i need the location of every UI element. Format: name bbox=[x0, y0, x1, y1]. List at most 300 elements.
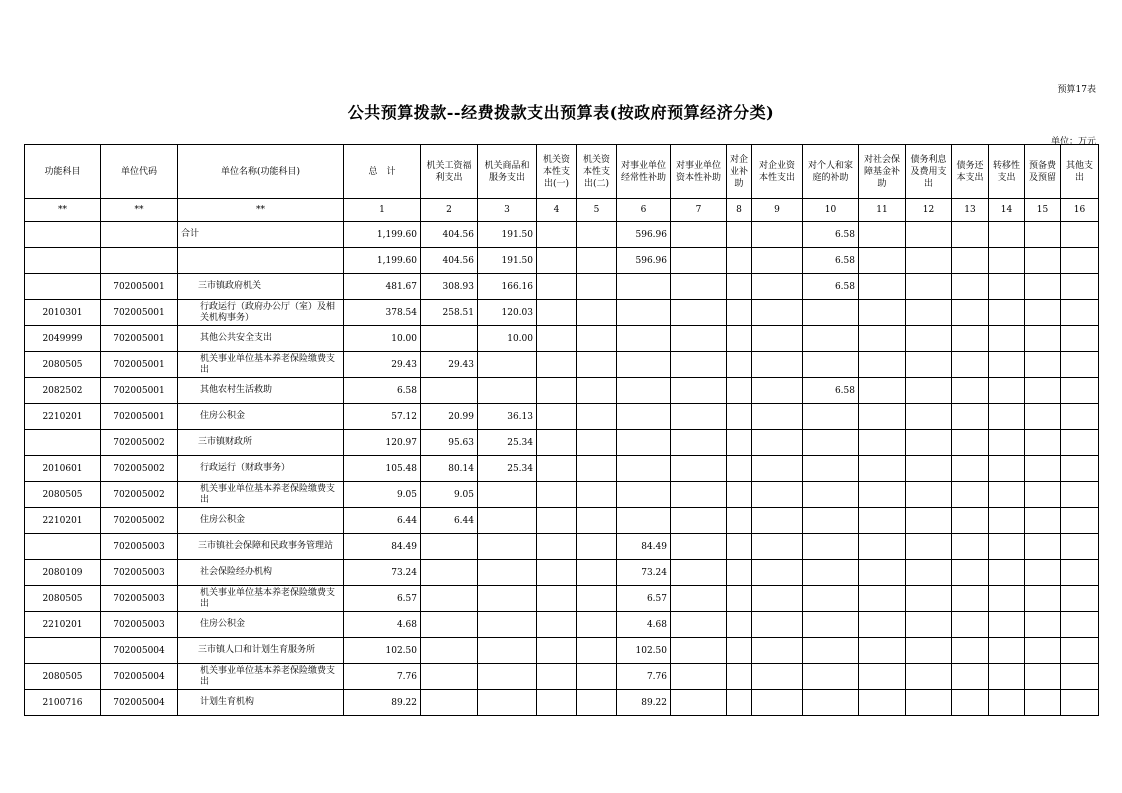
amount-cell bbox=[952, 664, 989, 690]
amount-cell bbox=[537, 638, 577, 664]
amount-cell bbox=[577, 430, 617, 456]
amount-cell bbox=[989, 326, 1025, 352]
amount-cell bbox=[803, 456, 859, 482]
amount-cell bbox=[859, 326, 906, 352]
amount-cell bbox=[989, 534, 1025, 560]
amount-cell bbox=[859, 222, 906, 248]
amount-cell bbox=[803, 664, 859, 690]
amount-cell bbox=[952, 638, 989, 664]
amount-cell bbox=[1025, 248, 1061, 274]
column-number: 8 bbox=[727, 199, 752, 222]
amount-cell bbox=[478, 534, 537, 560]
amount-cell bbox=[1025, 274, 1061, 300]
amount-cell bbox=[727, 482, 752, 508]
table-row bbox=[25, 248, 1099, 274]
column-header: 对企业资本性支出 bbox=[752, 145, 803, 199]
amount-cell bbox=[617, 430, 671, 456]
amount-cell: 102.50 bbox=[344, 638, 421, 664]
column-header: 对事业单位资本性补助 bbox=[671, 145, 727, 199]
amount-cell: 29.43 bbox=[421, 352, 478, 378]
amount-cell bbox=[727, 638, 752, 664]
amount-cell bbox=[421, 560, 478, 586]
amount-cell: 6.58 bbox=[803, 222, 859, 248]
amount-cell bbox=[989, 664, 1025, 690]
amount-cell bbox=[752, 248, 803, 274]
amount-cell bbox=[952, 404, 989, 430]
amount-cell: 7.76 bbox=[617, 664, 671, 690]
amount-cell bbox=[906, 690, 952, 716]
amount-cell bbox=[1061, 612, 1099, 638]
amount-cell bbox=[727, 274, 752, 300]
amount-cell bbox=[752, 300, 803, 326]
amount-cell bbox=[727, 352, 752, 378]
amount-cell bbox=[1025, 482, 1061, 508]
amount-cell bbox=[906, 404, 952, 430]
column-number: ** bbox=[25, 199, 101, 222]
column-header: 债务利息及费用支出 bbox=[906, 145, 952, 199]
amount-cell bbox=[577, 664, 617, 690]
amount-cell: 6.44 bbox=[421, 508, 478, 534]
amount-cell: 6.44 bbox=[344, 508, 421, 534]
amount-cell bbox=[727, 612, 752, 638]
function-code-cell: 2010301 bbox=[25, 300, 101, 326]
amount-cell bbox=[1061, 508, 1099, 534]
amount-cell: 10.00 bbox=[478, 326, 537, 352]
amount-cell bbox=[727, 586, 752, 612]
amount-cell bbox=[421, 638, 478, 664]
amount-cell: 6.58 bbox=[344, 378, 421, 404]
amount-cell bbox=[617, 274, 671, 300]
amount-cell bbox=[727, 326, 752, 352]
column-header: 总 计 bbox=[344, 145, 421, 199]
amount-cell: 6.57 bbox=[344, 586, 421, 612]
amount-cell bbox=[727, 560, 752, 586]
amount-cell bbox=[752, 586, 803, 612]
column-header: 机关商品和服务支出 bbox=[478, 145, 537, 199]
column-number: 16 bbox=[1061, 199, 1099, 222]
function-code-cell bbox=[25, 222, 101, 248]
table-header-row bbox=[25, 145, 1099, 199]
function-code-cell bbox=[25, 638, 101, 664]
amount-cell: 84.49 bbox=[344, 534, 421, 560]
amount-cell bbox=[421, 664, 478, 690]
amount-cell bbox=[859, 482, 906, 508]
amount-cell bbox=[803, 404, 859, 430]
amount-cell bbox=[577, 456, 617, 482]
amount-cell: 404.56 bbox=[421, 248, 478, 274]
amount-cell bbox=[1061, 690, 1099, 716]
amount-cell bbox=[671, 300, 727, 326]
amount-cell bbox=[478, 352, 537, 378]
column-header: 对企业补助 bbox=[727, 145, 752, 199]
amount-cell bbox=[752, 378, 803, 404]
amount-cell bbox=[989, 274, 1025, 300]
amount-cell bbox=[1061, 404, 1099, 430]
amount-cell bbox=[752, 404, 803, 430]
amount-cell bbox=[952, 456, 989, 482]
amount-cell bbox=[752, 222, 803, 248]
amount-cell bbox=[1061, 222, 1099, 248]
amount-cell bbox=[859, 274, 906, 300]
unit-name-cell: 其他公共安全支出 bbox=[178, 326, 344, 352]
amount-cell bbox=[906, 352, 952, 378]
unit-code-cell: 702005001 bbox=[101, 274, 178, 300]
amount-cell bbox=[752, 690, 803, 716]
unit-name-cell: 合计 bbox=[178, 222, 344, 248]
column-header: 转移性支出 bbox=[989, 145, 1025, 199]
amount-cell bbox=[478, 378, 537, 404]
unit-code-cell: 702005004 bbox=[101, 690, 178, 716]
amount-cell bbox=[577, 508, 617, 534]
unit-name-cell: 计划生育机构 bbox=[178, 690, 344, 716]
amount-cell bbox=[1025, 404, 1061, 430]
amount-cell bbox=[1025, 586, 1061, 612]
amount-cell bbox=[671, 690, 727, 716]
table-body bbox=[25, 222, 1099, 716]
table-row bbox=[25, 664, 1099, 690]
amount-cell bbox=[989, 482, 1025, 508]
amount-cell bbox=[989, 300, 1025, 326]
amount-cell bbox=[952, 612, 989, 638]
amount-cell bbox=[671, 638, 727, 664]
amount-cell bbox=[1025, 690, 1061, 716]
amount-cell bbox=[577, 560, 617, 586]
amount-cell bbox=[752, 638, 803, 664]
amount-cell bbox=[803, 560, 859, 586]
table-row bbox=[25, 326, 1099, 352]
amount-cell bbox=[478, 482, 537, 508]
table-row bbox=[25, 430, 1099, 456]
amount-cell bbox=[906, 274, 952, 300]
amount-cell: 73.24 bbox=[617, 560, 671, 586]
unit-code-cell: 702005003 bbox=[101, 560, 178, 586]
budget-table bbox=[24, 144, 1099, 716]
amount-cell bbox=[617, 326, 671, 352]
unit-code-cell: 702005003 bbox=[101, 612, 178, 638]
amount-cell bbox=[1025, 326, 1061, 352]
amount-cell bbox=[859, 586, 906, 612]
amount-cell bbox=[1061, 300, 1099, 326]
amount-cell bbox=[577, 612, 617, 638]
unit-code-cell: 702005001 bbox=[101, 404, 178, 430]
amount-cell: 84.49 bbox=[617, 534, 671, 560]
amount-cell bbox=[617, 482, 671, 508]
column-number: 10 bbox=[803, 199, 859, 222]
amount-cell bbox=[859, 508, 906, 534]
unit-code-cell bbox=[101, 248, 178, 274]
amount-cell bbox=[537, 456, 577, 482]
column-number: 4 bbox=[537, 199, 577, 222]
column-header: 债务还本支出 bbox=[952, 145, 989, 199]
unit-code-cell: 702005001 bbox=[101, 378, 178, 404]
column-number: 7 bbox=[671, 199, 727, 222]
unit-name-cell: 行政运行（财政事务） bbox=[178, 456, 344, 482]
unit-name-cell: 机关事业单位基本养老保险缴费支出 bbox=[178, 482, 344, 508]
amount-cell bbox=[577, 222, 617, 248]
function-code-cell: 2100716 bbox=[25, 690, 101, 716]
unit-code-cell: 702005001 bbox=[101, 326, 178, 352]
amount-cell bbox=[1025, 430, 1061, 456]
amount-cell: 25.34 bbox=[478, 456, 537, 482]
amount-cell bbox=[952, 560, 989, 586]
column-number: 12 bbox=[906, 199, 952, 222]
table-row bbox=[25, 222, 1099, 248]
amount-cell bbox=[859, 560, 906, 586]
amount-cell bbox=[727, 300, 752, 326]
function-code-cell: 2080505 bbox=[25, 482, 101, 508]
amount-cell bbox=[1025, 352, 1061, 378]
unit-code-cell: 702005001 bbox=[101, 300, 178, 326]
amount-cell bbox=[1061, 456, 1099, 482]
amount-cell bbox=[906, 378, 952, 404]
table-row bbox=[25, 274, 1099, 300]
amount-cell bbox=[727, 248, 752, 274]
amount-cell bbox=[421, 586, 478, 612]
column-number: 14 bbox=[989, 199, 1025, 222]
amount-cell bbox=[1061, 274, 1099, 300]
amount-cell bbox=[1061, 430, 1099, 456]
table-row bbox=[25, 586, 1099, 612]
column-number: 2 bbox=[421, 199, 478, 222]
amount-cell: 10.00 bbox=[344, 326, 421, 352]
column-number: ** bbox=[178, 199, 344, 222]
amount-cell bbox=[671, 430, 727, 456]
unit-name-cell: 住房公积金 bbox=[178, 508, 344, 534]
amount-cell bbox=[617, 300, 671, 326]
amount-cell bbox=[859, 534, 906, 560]
function-code-cell: 2082502 bbox=[25, 378, 101, 404]
amount-cell bbox=[803, 352, 859, 378]
amount-cell bbox=[537, 482, 577, 508]
amount-cell bbox=[752, 274, 803, 300]
table-row bbox=[25, 612, 1099, 638]
amount-cell bbox=[989, 430, 1025, 456]
amount-cell: 80.14 bbox=[421, 456, 478, 482]
amount-cell bbox=[537, 352, 577, 378]
amount-cell bbox=[671, 352, 727, 378]
amount-cell: 102.50 bbox=[617, 638, 671, 664]
column-number: 13 bbox=[952, 199, 989, 222]
amount-cell: 258.51 bbox=[421, 300, 478, 326]
amount-cell bbox=[577, 248, 617, 274]
amount-cell: 120.03 bbox=[478, 300, 537, 326]
amount-cell bbox=[906, 612, 952, 638]
amount-cell bbox=[803, 430, 859, 456]
amount-cell: 596.96 bbox=[617, 222, 671, 248]
amount-cell bbox=[577, 378, 617, 404]
amount-cell bbox=[989, 508, 1025, 534]
amount-cell bbox=[577, 274, 617, 300]
table-row bbox=[25, 534, 1099, 560]
amount-cell bbox=[577, 690, 617, 716]
amount-cell bbox=[421, 690, 478, 716]
unit-name-cell: 行政运行（政府办公厅（室）及相关机构事务） bbox=[178, 300, 344, 326]
table-row bbox=[25, 352, 1099, 378]
amount-cell bbox=[906, 534, 952, 560]
amount-cell bbox=[1025, 534, 1061, 560]
amount-cell bbox=[537, 248, 577, 274]
unit-name-cell: 三市镇人口和计划生育服务所 bbox=[178, 638, 344, 664]
unit-code-cell: 702005002 bbox=[101, 430, 178, 456]
amount-cell bbox=[859, 352, 906, 378]
amount-cell bbox=[1025, 638, 1061, 664]
amount-cell: 89.22 bbox=[344, 690, 421, 716]
column-number: 9 bbox=[752, 199, 803, 222]
amount-cell: 25.34 bbox=[478, 430, 537, 456]
amount-cell bbox=[671, 378, 727, 404]
unit-code-cell: 702005002 bbox=[101, 482, 178, 508]
amount-cell bbox=[989, 612, 1025, 638]
amount-cell bbox=[1061, 482, 1099, 508]
amount-cell bbox=[989, 690, 1025, 716]
amount-cell bbox=[727, 222, 752, 248]
table-row bbox=[25, 300, 1099, 326]
amount-cell: 404.56 bbox=[421, 222, 478, 248]
amount-cell bbox=[671, 534, 727, 560]
table-row bbox=[25, 378, 1099, 404]
amount-cell bbox=[906, 664, 952, 690]
amount-cell bbox=[906, 326, 952, 352]
amount-cell bbox=[952, 534, 989, 560]
function-code-cell: 2010601 bbox=[25, 456, 101, 482]
column-number: 5 bbox=[577, 199, 617, 222]
amount-cell bbox=[1061, 586, 1099, 612]
amount-cell bbox=[671, 482, 727, 508]
function-code-cell bbox=[25, 274, 101, 300]
amount-cell: 6.57 bbox=[617, 586, 671, 612]
amount-cell bbox=[671, 248, 727, 274]
amount-cell bbox=[421, 326, 478, 352]
column-header: 对事业单位经常性补助 bbox=[617, 145, 671, 199]
amount-cell bbox=[537, 430, 577, 456]
amount-cell bbox=[752, 352, 803, 378]
amount-cell bbox=[577, 482, 617, 508]
amount-cell bbox=[906, 222, 952, 248]
amount-cell bbox=[671, 326, 727, 352]
column-number-row bbox=[25, 199, 1099, 222]
table-row bbox=[25, 638, 1099, 664]
amount-cell bbox=[577, 586, 617, 612]
amount-cell bbox=[1061, 638, 1099, 664]
amount-cell bbox=[989, 560, 1025, 586]
amount-cell bbox=[989, 222, 1025, 248]
amount-cell bbox=[906, 586, 952, 612]
amount-cell bbox=[671, 404, 727, 430]
amount-cell bbox=[859, 430, 906, 456]
column-header: 机关工资福利支出 bbox=[421, 145, 478, 199]
amount-cell bbox=[1025, 222, 1061, 248]
amount-cell bbox=[859, 638, 906, 664]
column-number: 1 bbox=[344, 199, 421, 222]
column-header: 机关资本性支出(二) bbox=[577, 145, 617, 199]
amount-cell bbox=[1061, 378, 1099, 404]
amount-cell bbox=[478, 664, 537, 690]
amount-cell bbox=[537, 690, 577, 716]
amount-cell bbox=[859, 300, 906, 326]
amount-cell bbox=[617, 352, 671, 378]
amount-cell: 6.58 bbox=[803, 378, 859, 404]
amount-cell bbox=[537, 300, 577, 326]
amount-cell: 191.50 bbox=[478, 248, 537, 274]
amount-cell bbox=[421, 378, 478, 404]
amount-cell bbox=[727, 430, 752, 456]
amount-cell bbox=[1025, 300, 1061, 326]
unit-code-cell bbox=[101, 222, 178, 248]
amount-cell bbox=[952, 586, 989, 612]
amount-cell bbox=[537, 560, 577, 586]
amount-cell bbox=[617, 404, 671, 430]
amount-cell bbox=[803, 612, 859, 638]
document-code: 预算17表 bbox=[1057, 85, 1096, 95]
amount-cell bbox=[577, 352, 617, 378]
amount-cell bbox=[617, 508, 671, 534]
amount-cell bbox=[727, 456, 752, 482]
amount-cell bbox=[906, 560, 952, 586]
amount-cell bbox=[989, 352, 1025, 378]
amount-cell bbox=[478, 690, 537, 716]
amount-cell bbox=[1025, 456, 1061, 482]
amount-cell bbox=[671, 508, 727, 534]
unit-name-cell: 住房公积金 bbox=[178, 612, 344, 638]
table-row bbox=[25, 482, 1099, 508]
amount-cell: 4.68 bbox=[617, 612, 671, 638]
unit-name-cell: 三市镇财政所 bbox=[178, 430, 344, 456]
amount-cell: 191.50 bbox=[478, 222, 537, 248]
unit-code-cell: 702005004 bbox=[101, 638, 178, 664]
column-header: 单位名称(功能科目) bbox=[178, 145, 344, 199]
amount-cell bbox=[537, 378, 577, 404]
column-number: 11 bbox=[859, 199, 906, 222]
amount-cell bbox=[752, 482, 803, 508]
column-header: 功能科目 bbox=[25, 145, 101, 199]
amount-cell bbox=[952, 326, 989, 352]
column-header: 对个人和家庭的补助 bbox=[803, 145, 859, 199]
amount-cell bbox=[537, 586, 577, 612]
amount-cell bbox=[752, 326, 803, 352]
amount-cell bbox=[537, 222, 577, 248]
amount-cell bbox=[803, 300, 859, 326]
amount-cell bbox=[671, 586, 727, 612]
amount-cell bbox=[859, 664, 906, 690]
amount-cell: 7.76 bbox=[344, 664, 421, 690]
amount-cell bbox=[671, 612, 727, 638]
amount-cell bbox=[671, 664, 727, 690]
amount-cell bbox=[577, 534, 617, 560]
amount-cell bbox=[1061, 352, 1099, 378]
amount-cell bbox=[727, 664, 752, 690]
amount-cell bbox=[803, 326, 859, 352]
table-row bbox=[25, 404, 1099, 430]
unit-name-cell: 三市镇政府机关 bbox=[178, 274, 344, 300]
unit-name-cell: 机关事业单位基本养老保险缴费支出 bbox=[178, 352, 344, 378]
amount-cell bbox=[671, 222, 727, 248]
unit-label: 单位：万元 bbox=[1050, 137, 1096, 147]
amount-cell bbox=[803, 586, 859, 612]
amount-cell: 9.05 bbox=[421, 482, 478, 508]
amount-cell bbox=[671, 456, 727, 482]
amount-cell bbox=[752, 534, 803, 560]
page-title: 公共预算拨款--经费拨款支出预算表(按政府预算经济分类) bbox=[347, 103, 775, 122]
amount-cell bbox=[537, 404, 577, 430]
amount-cell bbox=[727, 404, 752, 430]
amount-cell bbox=[859, 456, 906, 482]
unit-code-cell: 702005002 bbox=[101, 456, 178, 482]
amount-cell bbox=[906, 482, 952, 508]
amount-cell: 73.24 bbox=[344, 560, 421, 586]
amount-cell bbox=[478, 586, 537, 612]
amount-cell bbox=[952, 248, 989, 274]
amount-cell bbox=[1025, 560, 1061, 586]
